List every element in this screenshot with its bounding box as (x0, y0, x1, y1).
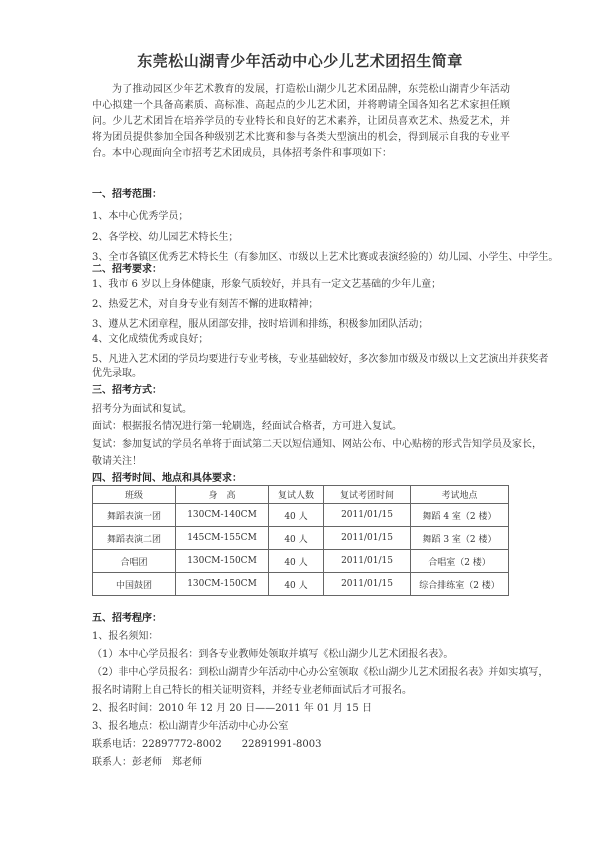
table-row (93, 527, 509, 550)
cell-height: 130CM-150CM (176, 573, 269, 596)
cell-class: 舞蹈表演一团 (93, 504, 176, 527)
cell-count: 40 人 (269, 527, 324, 550)
cell-time: 2011/01/15 (324, 527, 411, 550)
cell-class: 舞蹈表演二团 (93, 527, 176, 550)
cell-class: 合唱团 (93, 550, 176, 573)
cell-time: 2011/01/15 (324, 550, 411, 573)
table-row (93, 573, 509, 596)
s2-item-3: 3、遵从艺术团章程，服从团部安排，按时培训和排练，积极参加团队活动； (92, 319, 429, 330)
section-4-heading: 四、招考时间、地点和具体要求： (92, 473, 242, 484)
document-title: 东莞松山湖青少年活动中心少儿艺术团招生简章 (137, 52, 463, 70)
cell-time: 2011/01/15 (324, 504, 411, 527)
s1-item-1: 1、本中心优秀学员； (92, 211, 189, 222)
section-1-heading: 一、招考范围： (92, 189, 162, 200)
contact-person: 联系人：彭老师 郑老师 (92, 757, 202, 768)
s3-item-4: 敬请关注！ (92, 456, 142, 467)
s2-item-1: 1、我市 6 岁以上身体健康，形象气质较好，并具有一定文艺基础的少年儿童； (92, 279, 442, 290)
column-header-height: 身 高 (176, 486, 269, 504)
table-row (93, 504, 509, 527)
column-header-location: 考试地点 (411, 486, 509, 504)
cell-count: 40 人 (269, 573, 324, 596)
cell-location: 综合排练室（2 楼） (411, 573, 509, 596)
table-header-row (93, 486, 509, 504)
s2-item-4: 4、文化成绩优秀或良好； (92, 334, 209, 345)
s3-item-3: 复试：参加复试的学员名单将于面试第二天以短信通知、网站公布、中心贴榜的形式告知学员及家长， (92, 439, 542, 450)
s3-item-1: 招考分为面试和复试。 (92, 404, 192, 415)
contact-phone: 联系电话：22897772-8002 22891991-8003 (92, 739, 322, 750)
s5-item-4: 2、报名时间：2010 年 12 月 20 日——2011 年 01 月 15 日 (92, 703, 372, 714)
s1-item-3: 3、全市各镇区优秀艺术特长生（有参加区、市级以上艺术比赛或表演经验的）幼儿园、小学生、中学生。 (92, 252, 559, 263)
s5-item-5: 3、报名地点：松山湖青少年活动中心办公室 (92, 721, 289, 732)
section-2-heading: 二、招考要求： (92, 264, 162, 275)
s2-item-5: 5、凡进入艺术团的学员均要进行专业考核，专业基础较好，多次参加市级及市级以上文艺演出并获奖者 (92, 354, 549, 365)
cell-count: 40 人 (269, 550, 324, 573)
s5-item-3: （2）非中心学员报名：到松山湖青少年活动中心办公室领取《松山湖少儿艺术团报名表》并如实填写， (92, 667, 549, 678)
column-header-time: 复试考团时间 (324, 486, 411, 504)
exam-schedule-table (92, 485, 509, 596)
table-row (93, 550, 509, 573)
cell-class: 中国鼓团 (93, 573, 176, 596)
intro-paragraph: 为了推动园区少年艺术教育的发展，打造松山湖少儿艺术团品牌，东莞松山湖青少年活动中心拟建一个具备高素质、高标准、高起点的少儿艺术团，并将聘请全国各知名艺术家担任顾问。少儿艺术团旨在培养学员的专业特长和良好的艺术素养，让团员喜欢艺术、热爱艺术，并将为团员提供参加全国各种级别艺术比赛和参与各类大型演出的机会，得到展示自我的专业平台。本中心现面向全市招考艺术团成员，具体招考条件和事项如下： (92, 84, 510, 159)
cell-location: 合唱室（2 楼） (411, 550, 509, 573)
s2-item-5-cont: 优先录取。 (92, 368, 142, 379)
s5-item-1: 1、报名须知： (92, 631, 159, 642)
cell-height: 130CM-140CM (176, 504, 269, 527)
column-header-class: 班级 (93, 486, 176, 504)
s2-item-2: 2、热爱艺术，对自身专业有刻苦不懈的进取精神； (92, 299, 319, 310)
section-3-heading: 三、招考方式： (92, 385, 162, 396)
cell-height: 130CM-150CM (176, 550, 269, 573)
s5-item-3-cont: 报名时请附上自己特长的相关证明资料，并经专业老师面试后才可报名。 (92, 685, 412, 696)
cell-location: 舞蹈 3 室（2 楼） (411, 527, 509, 550)
s1-item-2: 2、各学校、幼儿园艺术特长生； (92, 232, 239, 243)
cell-time: 2011/01/15 (324, 573, 411, 596)
s3-item-2: 面试：根据报名情况进行第一轮刷选，经面试合格者，方可进入复试。 (92, 421, 402, 432)
cell-count: 40 人 (269, 504, 324, 527)
s5-item-2: （1）本中心学员报名：到各专业教师处领取并填写《松山湖少儿艺术团报名表》。 (92, 649, 454, 660)
cell-location: 舞蹈 4 室（2 楼） (411, 504, 509, 527)
section-5-heading: 五、招考程序： (92, 613, 162, 624)
column-header-count: 复试人数 (269, 486, 324, 504)
cell-height: 145CM-155CM (176, 527, 269, 550)
